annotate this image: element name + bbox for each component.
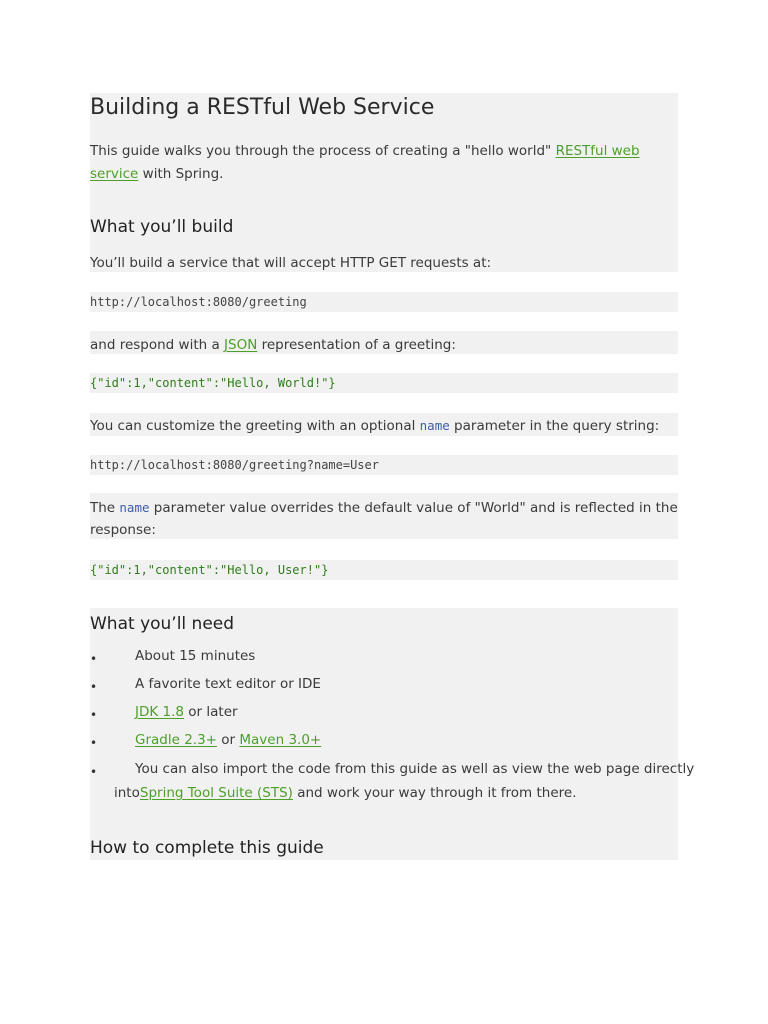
jdk-link[interactable]: JDK 1.8 [135, 704, 184, 720]
need-item-4 [135, 732, 321, 748]
page-title-wrap [90, 95, 434, 120]
name-param-code: name [419, 418, 450, 433]
need-item-5-line1: You can also import the code from this guide as well as view the web page directly [135, 761, 695, 777]
bullet-2: • [90, 680, 98, 694]
bullet-4: • [90, 736, 98, 750]
complete-heading: How to complete this guide [90, 838, 324, 858]
json-world: {"id":1,"content":"Hello, World!"} [90, 376, 336, 390]
name-param-code-2: name [119, 500, 150, 515]
restful-web-service-link-cont[interactable]: service [90, 166, 139, 182]
page-title: Building a RESTful Web Service [90, 95, 435, 120]
need-item-4-text: or [216, 732, 240, 748]
bullet-1: • [90, 652, 98, 666]
need-item-3-text: or later [184, 704, 238, 720]
maven-link[interactable]: Maven 3.0+ [239, 732, 322, 748]
build-p2-text: and respond with a [90, 337, 225, 353]
need-item-5-line2 [114, 785, 577, 801]
build-heading-wrap [90, 217, 233, 237]
restful-web-service-link[interactable]: RESTful web [555, 143, 640, 159]
build-p3 [90, 414, 659, 438]
build-p4-text: The [90, 500, 120, 516]
need-item-5-text: into [114, 785, 140, 801]
gradle-link[interactable]: Gradle 2.3+ [135, 732, 217, 748]
intro-text-end: with Spring. [138, 166, 224, 182]
build-p3-text-end: parameter in the query string: [449, 418, 660, 434]
need-item-1: About 15 minutes [135, 648, 256, 664]
build-p2 [90, 334, 456, 357]
build-p4-text-end: parameter value overrides the default value of "World" and is reflected in the [149, 500, 678, 516]
complete-heading-wrap [90, 838, 324, 858]
bullet-5: • [90, 765, 98, 779]
intro-line-2 [90, 163, 223, 186]
build-p3-text: You can customize the greeting with an optional [90, 418, 420, 434]
url-greeting-name: http://localhost:8080/greeting?name=User [90, 458, 379, 472]
build-p4-line1 [90, 496, 678, 520]
bullet-3: • [90, 708, 98, 722]
build-heading: What you’ll build [90, 217, 234, 237]
json-user: {"id":1,"content":"Hello, User!"} [90, 563, 329, 577]
need-item-3 [135, 704, 238, 720]
build-p2-text-end: representation of a greeting: [257, 337, 456, 353]
sts-link[interactable]: Spring Tool Suite (STS) [139, 785, 293, 801]
url-greeting: http://localhost:8080/greeting [90, 295, 307, 309]
intro-text: This guide walks you through the process of creating a "hello world" [90, 143, 556, 159]
need-heading: What you’ll need [90, 614, 235, 634]
build-p4-line2: response: [90, 522, 156, 538]
build-p1: You’ll build a service that will accept HTTP GET requests at: [90, 255, 492, 271]
intro-line-1 [90, 140, 640, 163]
need-heading-wrap [90, 614, 234, 634]
need-item-5-text-end: and work your way through it from there. [292, 785, 577, 801]
need-item-2: A favorite text editor or IDE [135, 676, 321, 692]
json-link[interactable]: JSON [224, 337, 258, 353]
